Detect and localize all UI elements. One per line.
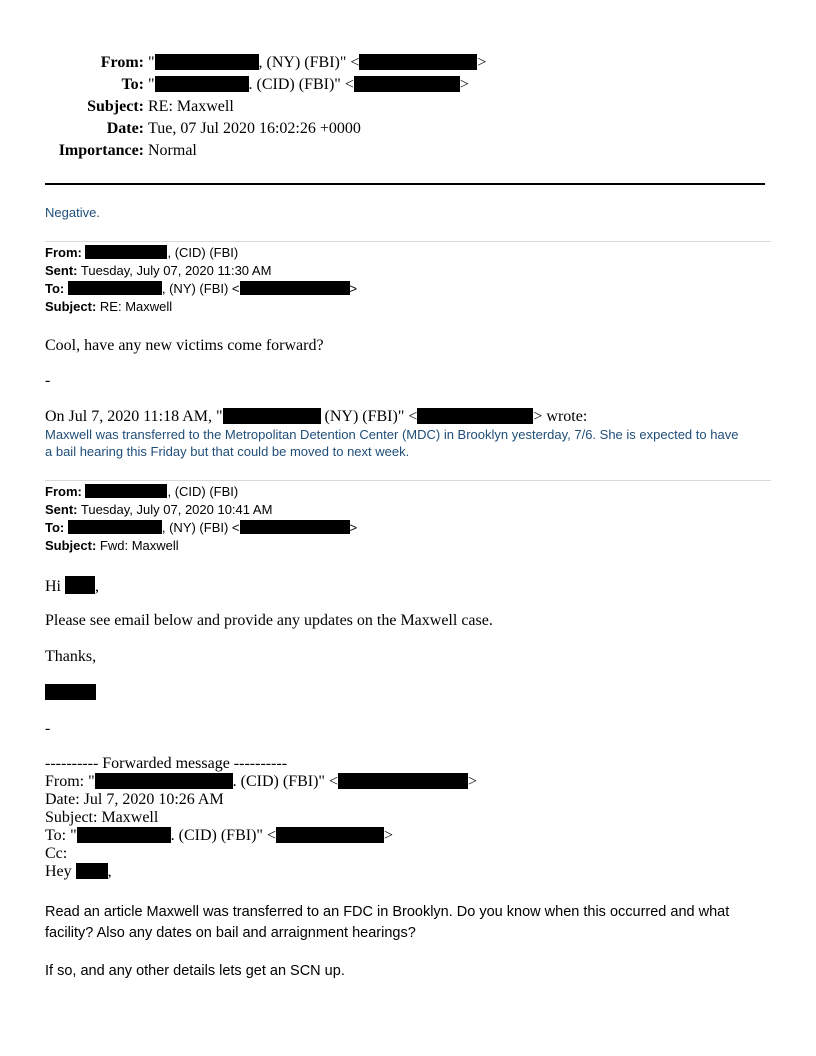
forwarded-greeting-text: Hey [45, 863, 72, 880]
forwarded-from-end: > [467, 773, 478, 790]
msg2-dash: - [45, 372, 51, 389]
msg3-greeting-end: , [95, 578, 99, 595]
header-to-end: > [459, 76, 469, 93]
redaction-block [85, 484, 167, 498]
redaction-block [45, 684, 96, 700]
redaction-block [338, 773, 468, 789]
msg2-quoted-line-1: Maxwell was transferred to the Metropolitan Detention Center (MDC) in Brooklyn yesterday, 7/6. She is expected to have [45, 427, 739, 442]
msg3-sent-value: Tuesday, July 07, 2020 10:41 AM [80, 502, 273, 517]
header-date-label: Date: [106, 120, 144, 137]
header-from-row [0, 52, 816, 74]
redaction-block [68, 520, 162, 534]
redaction-block [77, 827, 171, 843]
redaction-block [68, 281, 162, 295]
msg3-greeting-text: Hi [45, 578, 61, 595]
msg3-to-line [45, 519, 357, 537]
msg2-sent-line [45, 262, 357, 280]
msg3-header [45, 483, 357, 555]
reply-body-negative: Negative. [45, 205, 100, 220]
header-importance-label: Importance: [58, 142, 144, 159]
msg3-sent-label: Sent: [45, 502, 78, 517]
header-from-suffix: , (NY) (FBI)" < [258, 54, 360, 71]
header-from-end: > [477, 54, 487, 71]
msg2-from-label: From: [45, 245, 82, 260]
redaction-block [76, 863, 108, 879]
forwarded-body-line-3: If so, and any other details lets get an SCN up. [45, 963, 345, 979]
forwarded-to-prefix: To: " [45, 827, 77, 844]
redaction-block [155, 54, 259, 70]
header-date-value: Tue, 07 Jul 2020 16:02:26 +0000 [148, 120, 361, 137]
forwarded-to-end: > [383, 827, 393, 844]
forwarded-to-line [45, 827, 393, 845]
forwarded-body-line-2: facility? Also any dates on bail and arraignment hearings? [45, 925, 416, 941]
msg2-subject-label: Subject: [45, 299, 97, 314]
header-to-label: To: [121, 76, 144, 93]
forwarded-cc-line: Cc: [45, 845, 68, 862]
msg3-to-end: > [349, 520, 358, 535]
header-to-suffix: . (CID) (FBI)" < [248, 76, 354, 93]
redaction-block [276, 827, 384, 843]
msg2-to-suffix: , (NY) (FBI) < [161, 281, 240, 296]
header-from-label: From: [100, 54, 144, 71]
msg3-from-line [45, 483, 357, 501]
msg3-sent-line [45, 501, 357, 519]
redaction-block [417, 408, 533, 424]
header-to-row [0, 74, 816, 96]
header-to-prefix: " [148, 76, 155, 93]
msg2-subject-line [45, 298, 357, 316]
header-date-row [0, 118, 816, 140]
msg3-from-suffix: , (CID) (FBI) [167, 484, 239, 499]
header-subject-row [0, 96, 816, 118]
msg2-to-end: > [349, 281, 358, 296]
msg2-subject-value: RE: Maxwell [99, 299, 173, 314]
msg2-quote-mid: (NY) (FBI)" < [320, 408, 418, 425]
redaction-block [223, 408, 321, 424]
redaction-block [359, 54, 477, 70]
forwarded-subject-line: Subject: Maxwell [45, 809, 159, 826]
forwarded-greeting [45, 863, 112, 881]
forwarded-from-suffix: . (CID) (FBI)" < [232, 773, 338, 790]
msg3-greeting [45, 576, 99, 596]
forwarded-greeting-end: , [107, 863, 112, 880]
msg2-body: Cool, have any new victims come forward? [45, 337, 324, 354]
header-subject-value: RE: Maxwell [148, 98, 234, 115]
header-from-prefix: " [148, 54, 155, 71]
msg2-quote-prefix: On Jul 7, 2020 11:18 AM, " [45, 408, 223, 425]
redaction-block [95, 773, 233, 789]
msg2-sent-value: Tuesday, July 07, 2020 11:30 AM [80, 263, 272, 278]
forwarded-date-line: Date: Jul 7, 2020 10:26 AM [45, 791, 224, 808]
header-importance-row [0, 140, 816, 162]
msg3-to-suffix: , (NY) (FBI) < [161, 520, 240, 535]
msg3-subject-value: Fwd: Maxwell [99, 538, 179, 553]
forwarded-to-suffix: . (CID) (FBI)" < [170, 827, 276, 844]
redaction-block [240, 281, 350, 295]
msg2-quote-end: > wrote: [533, 408, 588, 425]
msg2-to-line [45, 280, 357, 298]
forwarded-from-prefix: From: " [45, 773, 95, 790]
redaction-block [85, 245, 167, 259]
msg2-from-suffix: , (CID) (FBI) [167, 245, 239, 260]
msg2-header [45, 244, 357, 316]
header-importance-value: Normal [148, 142, 197, 159]
redaction-block [155, 76, 249, 92]
msg3-dash: - [45, 720, 51, 737]
forwarded-body-line-1: Read an article Maxwell was transferred to an FDC in Brooklyn. Do you know when this occurred and what [45, 904, 730, 920]
msg3-from-label: From: [45, 484, 82, 499]
msg2-sent-label: Sent: [45, 263, 78, 278]
forwarded-from-line [45, 773, 477, 791]
msg3-subject-line [45, 537, 357, 555]
header-divider [45, 183, 765, 185]
forwarded-marker: ---------- Forwarded message ---------- [45, 755, 288, 772]
redaction-block [65, 576, 95, 594]
msg2-quoted-line-2: a bail hearing this Friday but that could be moved to next week. [45, 444, 410, 459]
msg3-thanks: Thanks, [45, 648, 97, 665]
message-separator [45, 480, 771, 481]
header-subject-label: Subject: [87, 98, 144, 115]
msg3-to-label: To: [45, 520, 65, 535]
msg2-quote-header [45, 408, 587, 426]
redaction-block [354, 76, 460, 92]
msg3-body: Please see email below and provide any updates on the Maxwell case. [45, 612, 493, 629]
redaction-block [240, 520, 350, 534]
msg2-to-label: To: [45, 281, 65, 296]
msg3-subject-label: Subject: [45, 538, 97, 553]
msg2-from-line [45, 244, 357, 262]
message-separator [45, 241, 771, 242]
